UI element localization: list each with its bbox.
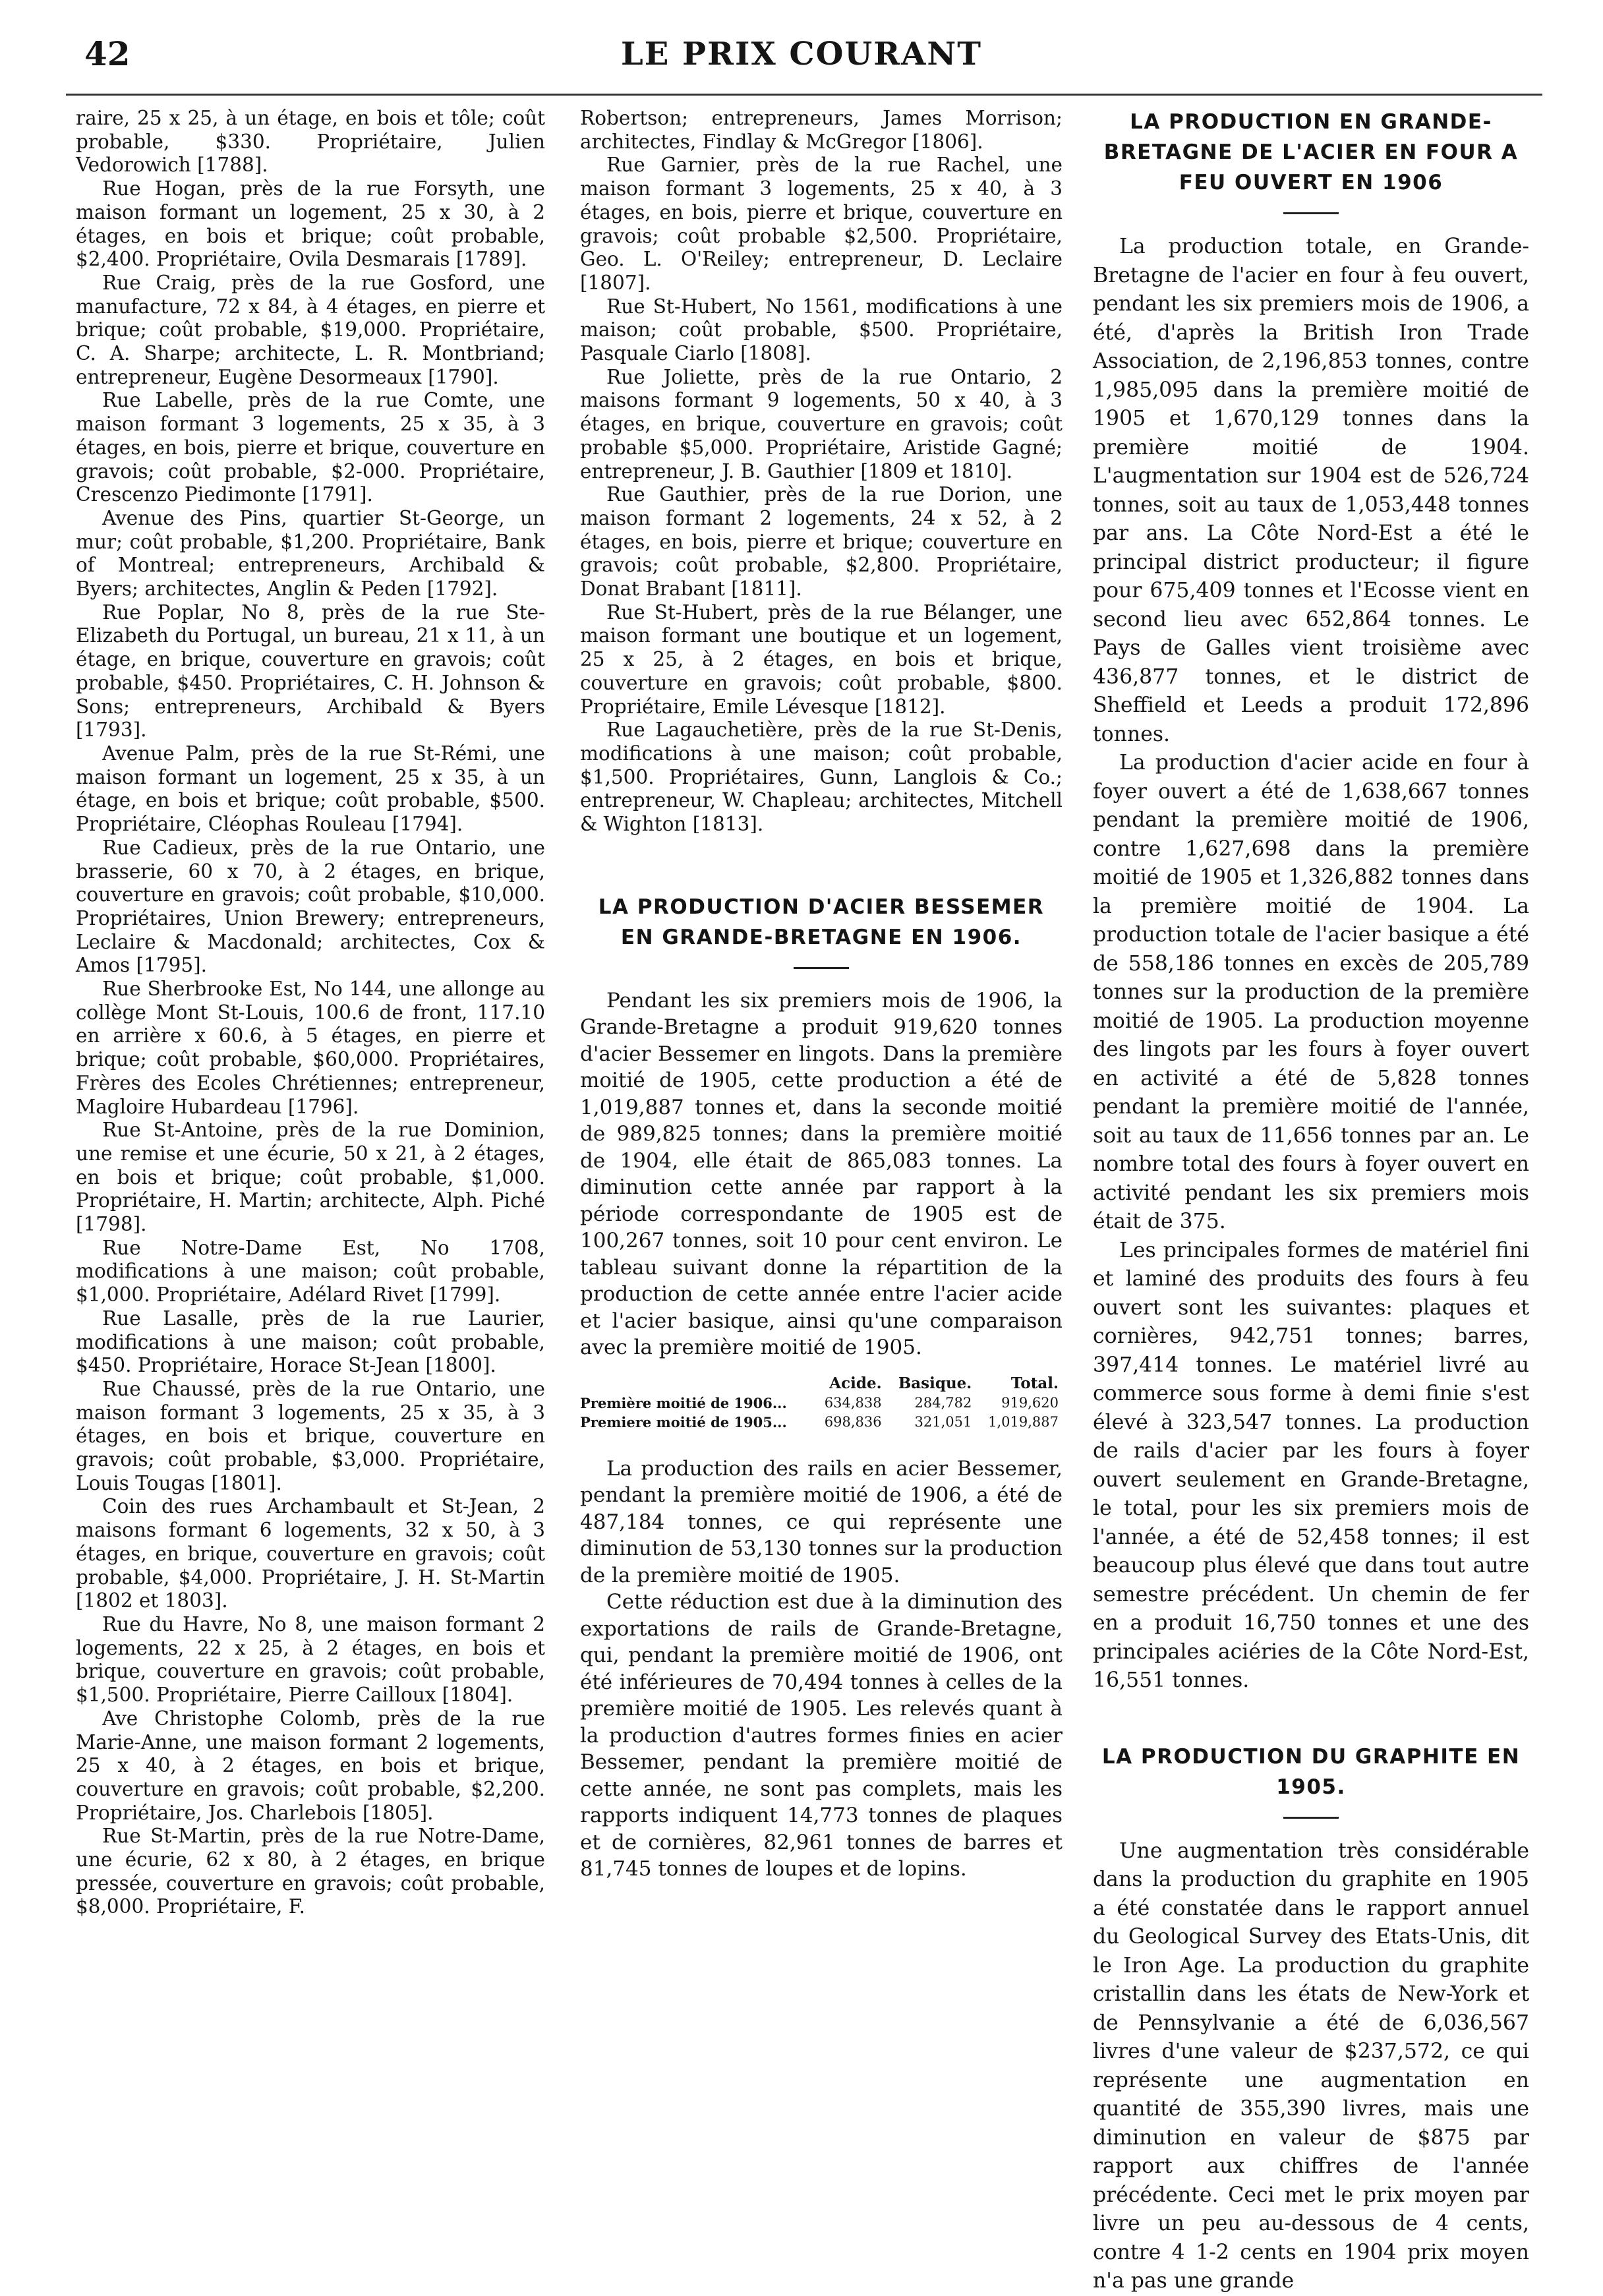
graphite-article [1093,1742,1529,2296]
permit-entry: Rue Lasalle, près de la rue Laurier, modifications à une maison; coût probable, $450. Propriétaire, Horace St-Jean [1800]. [76,1307,545,1377]
permit-entry: Rue Notre-Dame Est, No 1708, modifications à une maison; coût probable, $1,000. Propriétaire, Adélard Rivet [1799]. [76,1236,545,1307]
permit-entry: Avenue des Pins, quartier St-George, un mur; coût probable, $1,200. Propriétaire, Bank of Montreal; entrepreneurs, Archibald & Byers; architectes, Anglin & Peden [1792]. [76,506,545,601]
table-header-cell: Total. [1010,1374,1059,1392]
table-header-cell: Acide. [829,1374,882,1392]
permit-entry: Rue Garnier, près de la rue Rachel, une maison formant 3 logements, 25 x 40, à 3 étages, en bois, pierre et brique, couverture en gravois; coût probable $2,500. Propriétaire, Geo. L. O'Reiley; entrepreneur, D. Leclaire [1807]. [580,154,1063,294]
permit-entry: Rue St-Hubert, près de la rue Bélanger, une maison formant une boutique et un logement, 25 x 25, à 2 étages, en bois et brique, couverture en gravois; coût probable, $800. Propriétaire, Emile Lévesque [1812]. [580,601,1063,718]
bessemer-paragraph: La production des rails en acier Bessemer, pendant la première moitié de 1906, a été de 487,184 tonnes, ce qui représente une diminution de 53,130 tonnes sur la production de la première moitié de 1905. [580,1456,1063,1587]
section-rule [1283,1817,1339,1819]
permit-entry: Rue Sherbrooke Est, No 144, une allonge au collège Mont St-Louis, 100.6 de front, 117.10 en arrière x 60.6, à 5 étages, en pierre et brique; coût probable, $60,000. Propriétaires, Frères des Ecoles Chrétiennes; entrepreneur, Magloire Hubardeau [1796]. [76,978,545,1118]
table-cell: Premiere moitié de 1905... [580,1413,787,1430]
permits-continued [580,107,1063,837]
permit-entry: Rue Lagauchetière, près de la rue St-Denis, modifications à une maison; coût probable, $1,500. Propriétaires, Gunn, Langlois & Co.; entrepreneur, W. Chapleau; architectes, Mitchell & Wighton [1813]. [580,719,1063,836]
table-cell: 321,051 [914,1414,972,1430]
openhearth-paragraph: La production d'acier acide en four à foyer ouvert a été de 1,638,667 tonnes pendant la première moitié de 1906, contre 1,627,698 dans la première moitié de 1905 et 1,326,882 tonnes dans la première moitié de 1904. La production totale de l'acier basique a été de 558,186 tonnes en excès de 205,789 tonnes sur la production de la première moitié de 1905. La production moyenne des lingots par les fours à foyer ouvert en activité a été de 5,828 tonnes pendant la première moitié de l'année, soit au taux de 11,656 tonnes par an. Le nombre total des fours à foyer ouvert en activité pendant les six premiers mois était de 375. [1093,751,1529,1233]
table-cell: Première moitié de 1906... [580,1394,787,1411]
permit-entry: Avenue Palm, près de la rue St-Rémi, une maison formant un logement, 25 x 35, à un étage, en bois et brique; coût probable, $500. Propriétaire, Cléophas Rouleau [1794]. [76,742,545,836]
page-number: 42 [84,34,131,73]
column-middle [580,107,1063,1883]
page-header [0,0,1603,119]
permit-entry: raire, 25 x 25, à un étage, en bois et tôle; coût probable, $330. Propriétaire, Julien Vedorowich [1788]. [76,107,545,177]
column-right [1093,107,1529,2296]
table-cell: 634,838 [824,1395,882,1411]
graphite-heading: LA PRODUCTION DU GRAPHITE EN 1905. [1101,1744,1521,1799]
permit-entry: Ave Christophe Colomb, près de la rue Marie-Anne, une maison formant 2 logements, 25 x 40, à 2 étages, en bois et brique, couverture en gravois; coût probable, $2,200. Propriétaire, Jos. Charlebois [1805]. [76,1707,545,1824]
header-rule [66,94,1542,96]
permit-entry: Rue Joliette, près de la rue Ontario, 2 maisons formant 9 logements, 50 x 40, à 3 étages, en brique, couverture en gravois; coût probable $5,000. Propriétaire, Aristide Gagné; entrepreneur, J. B. Gauthier [1809 et 1810]. [580,365,1063,483]
table-header-row [580,1373,1063,1394]
section-rule [1283,212,1339,214]
table-header-cell [580,1373,813,1394]
permit-entry: Rue Labelle, près de la rue Comte, une maison formant 3 logements, 25 x 35, à 3 étages, en bois, pierre et brique, couverture en gravois; coût probable, $2-000. Propriétaire, Crescenzo Piedimonte [1791]. [76,389,545,506]
table-cell: 919,620 [1001,1395,1059,1411]
permit-entry: Rue St-Antoine, près de la rue Dominion, une remise et une écurie, 50 x 21, à 2 étages, en bois et brique; coût probable, $1,000. Propriétaire, H. Martin; architecte, Alph. Piché [1798]. [76,1119,545,1236]
permit-entry: Rue du Havre, No 8, une maison formant 2 logements, 22 x 25, à 2 étages, en bois et brique, couverture en gravois; coût probable, $1,500. Propriétaire, Pierre Cailloux [1804]. [76,1613,545,1707]
bessemer-table [580,1373,1063,1432]
permit-entry: Rue Chaussé, près de la rue Ontario, une maison formant 3 logements, 25 x 35, à 3 étages, en bois et brique, couverture en gravois; coût probable, $3,000. Propriétaire, Louis Tougas [1801]. [76,1377,545,1494]
openhearth-paragraph: Les principales formes de matériel fini et laminé des produits des fours à feu ouvert sont les suivantes: plaques et cornières, 942,751 tonnes; barres, 397,414 tonnes. Le matériel livré au commerce sous forme à demi finie s'est élevé à 323,547 tonnes. La production de rails d'acier par les fours à foyer ouvert seulement en Grande-Bretagne, le total, pour les six premiers mois de l'année, a été de 52,458 tonnes; il est beaucoup plus élevé que dans tout autre semestre précédent. Un chemin de fer en a produit 16,750 tonnes et une des principales aciéries de la Côte Nord-Est, 16,551 tonnes. [1093,1238,1529,1692]
permit-entry: Coin des rues Archambault et St-Jean, 2 maisons formant 6 logements, 32 x 50, à 3 étages, en brique, couverture en gravois; coût probable, $4,000. Propriétaire, J. H. St-Martin [1802 et 1803]. [76,1495,545,1612]
permit-entry: Rue St-Martin, près de la rue Notre-Dame, une écurie, 62 x 80, à 2 étages, en brique pressée, couverture en gravois; coût probable, $8,000. Propriétaire, F. [76,1825,545,1918]
running-title: LE PRIX COURANT [620,36,983,73]
bessemer-heading: LA PRODUCTION D'ACIER BESSEMER EN GRANDE-BRETAGNE EN 1906. [598,895,1045,949]
column-building-permits [76,107,545,1919]
openhearth-heading: LA PRODUCTION EN GRANDE-BRETAGNE DE L'ACIER EN FOUR A FEU OUVERT EN 1906 [1103,110,1519,194]
bessemer-paragraph: Cette réduction est due à la diminution des exportations de rails de Grande-Bretagne, qui, pendant la première moitié de 1906, ont été inférieures de 70,494 tonnes à celles de la première moitié de 1905. Les relevés quant à la production d'autres formes finies en acier Bessemer, pendant la première moitié de cette année, ne sont pas complets, mais les rapports indiquent 14,773 tonnes de plaques et de cornières, 82,961 tonnes de barres et 81,745 tonnes de loupes et de lopins. [580,1590,1063,1881]
graphite-paragraph: Une augmentation très considérable dans la production du graphite en 1905 a été constatée dans le rapport annuel du Geological Survey des Etats-Unis, dit le Iron Age. La production du graphite cristallin dans les états de New-York et de Pennsylvanie a été de 6,036,567 livres d'une valeur de $237,572, ce qui représente une augmentation en quantité de 355,390 livres, mais une diminution en valeur de $875 par rapport aux chiffres de l'année précédente. Ceci met le prix moyen par livre un peu au-dessous de 4 cents, contre 4 1-2 cents en 1904 prix moyen n'a pas une grande [1093,1839,1529,2293]
permit-entry: Rue Gauthier, près de la rue Dorion, une maison formant 2 logements, 24 x 52, à 2 étages, en bois, pierre et brique; couverture en gravois; coût probable, $2,800. Propriétaire, Donat Brabant [1811]. [580,483,1063,601]
permit-entry: Rue Craig, près de la rue Gosford, une manufacture, 72 x 84, à 4 étages, en pierre et brique; coût probable, $19,000. Propriétaire, C. A. Sharpe; architecte, L. R. Montbriand; entrepreneur, Eugène Desormeaux [1790]. [76,271,545,388]
table-row [580,1394,1063,1413]
permit-entry: Rue Cadieux, près de la rue Ontario, une brasserie, 60 x 70, à 2 étages, en brique, couverture en gravois; coût probable, $10,000. Propriétaires, Union Brewery; entrepreneurs, Leclaire & Macdonald; architectes, Cox & Amos [1795]. [76,836,545,977]
table-row [580,1413,1063,1432]
permit-entry: Rue Poplar, No 8, près de la rue Ste-Elizabeth du Portugal, un bureau, 21 x 11, à un étage, en brique, couverture en gravois; coût probable, $450. Propriétaires, C. H. Johnson & Sons; entrepreneurs, Archibald & Byers [1793]. [76,601,545,742]
table-cell: 1,019,887 [988,1414,1059,1430]
openhearth-article [1093,107,1529,1695]
bessemer-article [580,892,1063,1883]
openhearth-paragraph: La production totale, en Grande-Bretagne de l'acier en four à feu ouvert, pendant les six premiers mois de 1906, a été, d'après la British Iron Trade Association, de 2,196,853 tonnes, contre 1,985,095 dans la première moitié de 1905 et 1,670,129 tonnes dans la première moitié de 1904. L'augmentation sur 1904 est de 526,724 tonnes, soit au taux de 1,053,448 tonnes par ans. La Côte Nord-Est a été le principal district producteur; il figure pour 675,409 tonnes et l'Ecosse vient en second lieu avec 652,864 tonnes. Le Pays de Galles vient troisième avec 436,877 tonnes, et le district de Sheffield et Leeds a produit 172,896 tonnes. [1093,235,1529,746]
table-cell: 284,782 [914,1395,972,1411]
section-rule [794,967,849,969]
table-cell: 698,836 [824,1414,882,1430]
permit-entry: Rue Hogan, près de la rue Forsyth, une maison formant un logement, 25 x 30, à 2 étages, en bois et brique; coût probable, $2,400. Propriétaire, Ovila Desmarais [1789]. [76,177,545,271]
permit-entry: Rue St-Hubert, No 1561, modifications à une maison; coût probable, $500. Propriétaire, Pasquale Ciarlo [1808]. [580,295,1063,365]
table-header-cell: Basique. [898,1374,972,1392]
bessemer-paragraph: Pendant les six premiers mois de 1906, la Grande-Bretagne a produit 919,620 tonnes d'acier Bessemer en lingots. Dans la première moitié de 1905, cette production a été de 1,019,887 tonnes et, dans la seconde moitié de 989,825 tonnes; dans la première moitié de 1904, elle était de 865,083 tonnes. La diminution cette année par rapport à la période correspondante de 1905 est de 100,267 tonnes, soit 10 pour cent environ. Le tableau suivant donne la répartition de la production de cette année entre l'acier acide et l'acier basique, ainsi qu'une comparaison avec la première moitié de 1905. [580,988,1063,1360]
permit-entry: Robertson; entrepreneurs, James Morrison; architectes, Findlay & McGregor [1806]. [580,107,1063,153]
